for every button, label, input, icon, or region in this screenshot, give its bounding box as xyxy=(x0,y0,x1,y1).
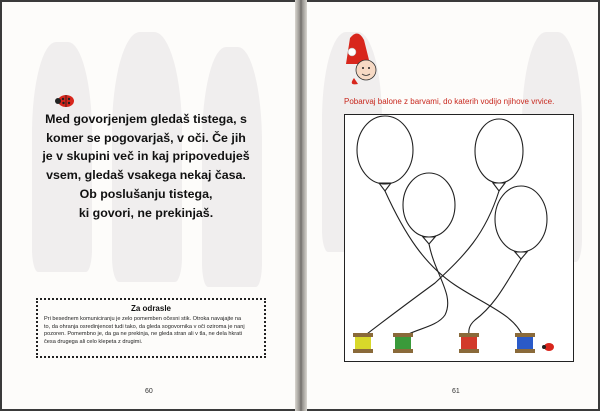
spool-red xyxy=(459,333,479,353)
note-title: Za odrasle xyxy=(130,304,171,313)
note-line: pozoren. Pomembno je, da ga ne prekinja, ne gleda stran ali v tla, ne dela hkrati xyxy=(44,331,243,338)
main-text-line: Med govorjenjem gledaš tistega, s xyxy=(45,112,247,126)
page-number-left: 60 xyxy=(145,388,153,395)
main-text xyxy=(28,110,264,222)
balloon xyxy=(495,186,547,252)
balloon xyxy=(357,116,413,184)
balloon-knot xyxy=(515,252,527,259)
left-page xyxy=(2,2,298,409)
main-text-line: Ob poslušanju tistega, xyxy=(79,186,213,201)
spool-blue xyxy=(515,333,535,353)
note-body xyxy=(44,316,258,346)
instruction-text: Pobarvaj balone z barvami, do katerih vodijo njihove vrvice. xyxy=(344,97,555,106)
main-text-line: je v skupini več in kaj pripoveduješ xyxy=(42,149,250,164)
ladybug-icon xyxy=(54,92,76,108)
balloon-knot xyxy=(493,183,505,191)
main-text-line: ki govori, ne prekinjaš. xyxy=(78,205,214,220)
gnome-icon xyxy=(336,30,396,88)
note-line: Pri besednem komuniciranju je zelo pomemben očesni stik. Otroka navajajte na xyxy=(44,316,242,322)
note-line: to, da ohranja osredinjenost tudi tako, da gleda sogovornika v oči oziroma je nanj xyxy=(44,323,245,330)
page-number-right: 61 xyxy=(452,388,460,395)
balloon-exercise-frame xyxy=(344,114,574,362)
spool-yellow-green xyxy=(353,333,373,353)
balloon-knot xyxy=(423,237,435,244)
spool-green xyxy=(393,333,413,353)
balloon xyxy=(475,119,523,183)
small-ladybug-icon xyxy=(542,343,554,351)
balloons-illustration xyxy=(345,115,573,361)
note-line: česa drugega ali celo klepeta z drugimi. xyxy=(44,338,143,345)
book-gutter xyxy=(295,0,307,411)
adults-note-box xyxy=(36,298,266,358)
right-page xyxy=(302,2,598,409)
main-text-line: vsem, gledaš vsakega nekaj časa. xyxy=(46,168,246,183)
main-text-line: komer se pogovarjaš, v oči. Če jih xyxy=(46,130,246,145)
balloon xyxy=(403,173,455,237)
